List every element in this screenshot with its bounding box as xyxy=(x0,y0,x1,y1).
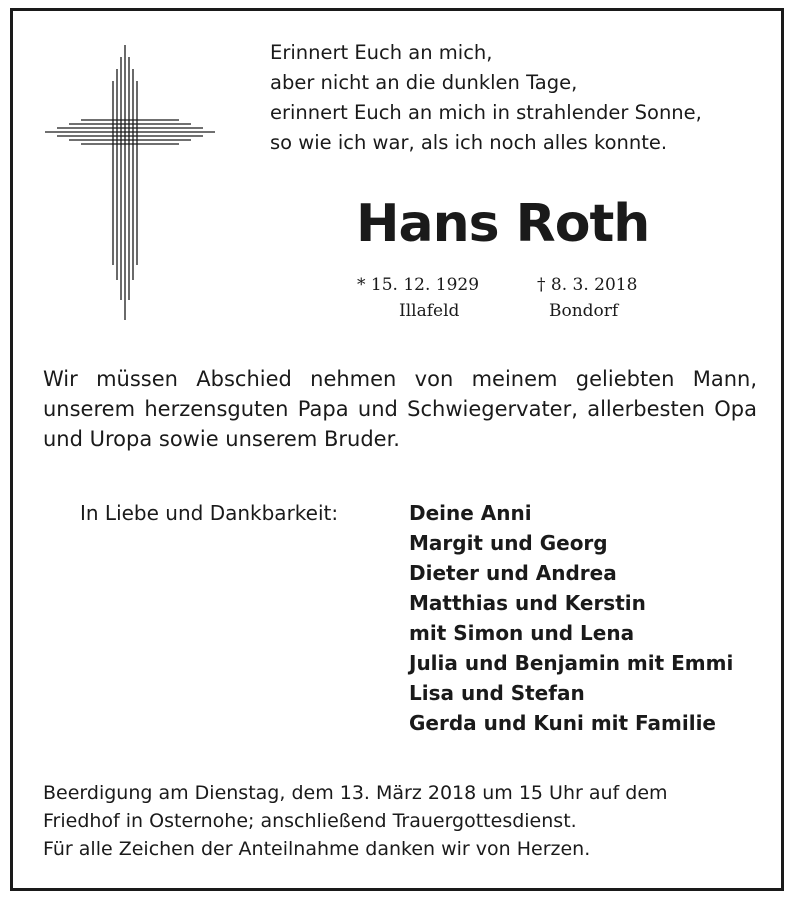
poem-line: so wie ich war, als ich noch alles konnte. xyxy=(270,131,668,154)
death-date: † 8. 3. 2018 xyxy=(537,275,638,295)
mourner-name: Deine Anni xyxy=(409,501,532,525)
death-info xyxy=(537,272,637,324)
death-place: Bondorf xyxy=(549,301,619,321)
deceased-name: Hans Roth xyxy=(356,194,650,254)
mourner-name: Margit und Georg xyxy=(409,531,608,555)
mourners-list xyxy=(409,498,733,738)
poem xyxy=(270,38,702,158)
mourner-name: mit Simon und Lena xyxy=(409,621,635,645)
funeral-line: Beerdigung am Dienstag, dem 13. März 2018 um 15 Uhr auf dem xyxy=(43,782,668,804)
birth-place: Illafeld xyxy=(399,301,460,321)
funeral-line: Für alle Zeichen der Anteilnahme danken wir von Herzen. xyxy=(43,838,591,860)
cross-icon xyxy=(45,45,215,320)
mourner-name: Dieter und Andrea xyxy=(409,561,617,585)
birth-info xyxy=(357,272,479,324)
funeral-line: Friedhof in Osternohe; anschließend Trauergottesdienst. xyxy=(43,810,577,832)
mourner-name: Lisa und Stefan xyxy=(409,681,585,705)
poem-line: aber nicht an die dunklen Tage, xyxy=(270,71,578,94)
mourner-name: Julia und Benjamin mit Emmi xyxy=(409,651,734,675)
mourners-intro: In Liebe und Dankbarkeit: xyxy=(80,501,339,525)
mourner-name: Gerda und Kuni mit Familie xyxy=(409,711,716,735)
farewell-message: Wir müssen Abschied nehmen von meinem geliebten Mann, unserem herzensguten Papa und Schwiegervater, allerbesten Opa und Uropa sowie unserem Bruder. xyxy=(43,367,757,451)
mourner-name: Matthias und Kerstin xyxy=(409,591,646,615)
birth-date: * 15. 12. 1929 xyxy=(357,275,480,295)
poem-line: erinnert Euch an mich in strahlender Sonne, xyxy=(270,101,702,124)
funeral-notice xyxy=(43,779,757,863)
poem-line: Erinnert Euch an mich, xyxy=(270,41,493,64)
